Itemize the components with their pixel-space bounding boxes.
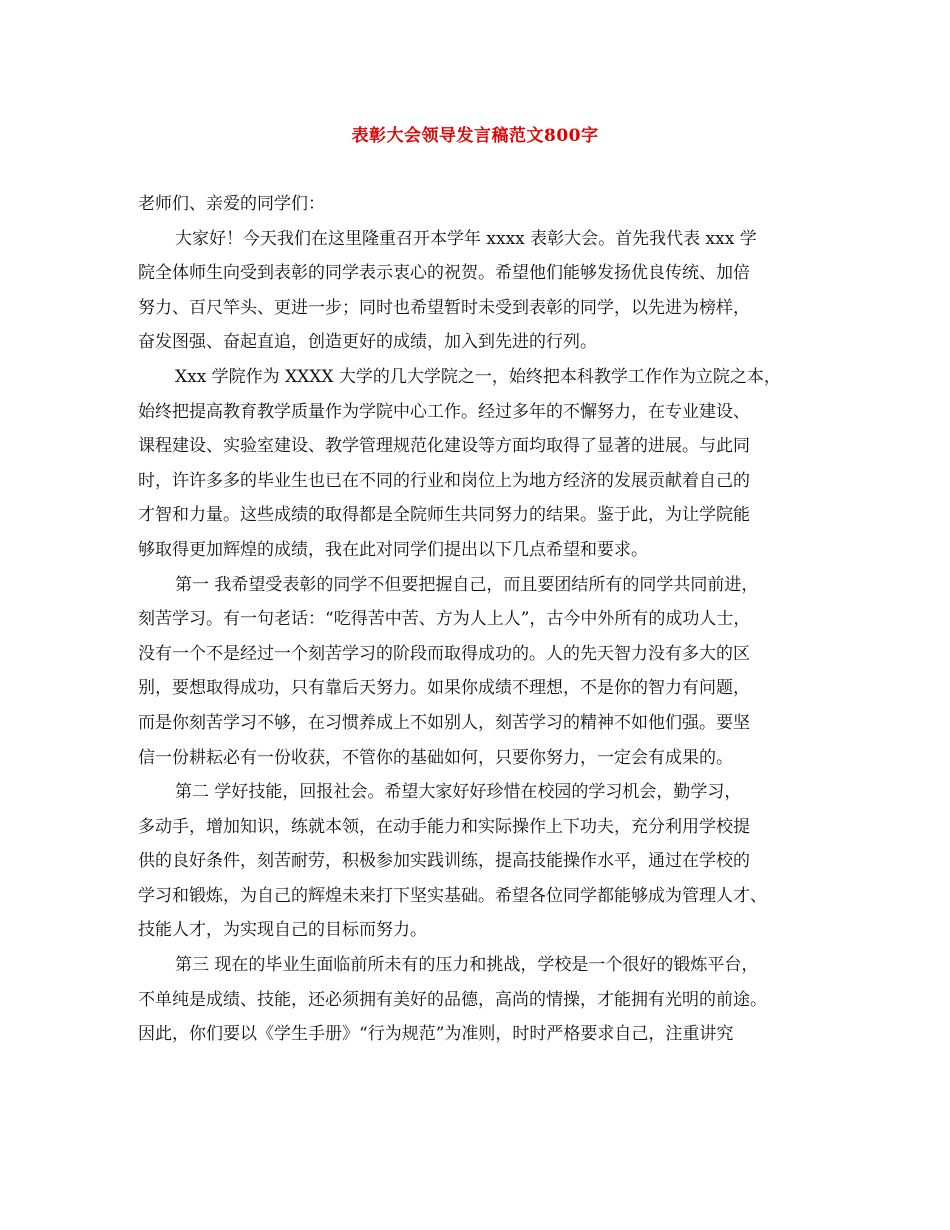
body-line: 而是你刻苦学习不够，在习惯养成上不如别人，刻苦学习的精神不如他们强。要坚 (138, 712, 750, 733)
body-line: 信一份耕耘必有一份收获，不管你的基础如何，只要你努力，一定会有成果的。 (138, 747, 733, 768)
body-line: 课程建设、实验室建设、教学管理规范化建设等方面均取得了显著的进展。与此同 (138, 436, 750, 457)
body-line: 才智和力量。这些成绩的取得都是全院师生共同努力的结果。鉴于此，为让学院能 (138, 505, 750, 526)
body-line: 始终把提高教育教学质量作为学院中心工作。经过多年的不懈努力，在专业建设、 (138, 401, 750, 422)
body-line: 技能人才，为实现自己的目标而努力。 (138, 920, 427, 941)
body-line: 因此，你们要以《学生手册》“行为规范”为准则，时时严格要求自己，注重讲究 (138, 1024, 734, 1045)
body-line: 院全体师生向受到表彰的同学表示衷心的祝贺。希望他们能够发扬优良传统、加倍 (138, 263, 750, 284)
body-line: 第一 我希望受表彰的同学不但要把握自己，而且要团结所有的同学共同前进， (175, 574, 759, 595)
body-line: Xxx 学院作为 XXXX 大学的几大学院之一，始终把本科教学工作作为立院之本， (175, 366, 781, 387)
body-line: 大家好！今天我们在这里隆重召开本学年 xxxx 表彰大会。首先我代表 xxx 学 (175, 228, 757, 249)
body-line: 第二 学好技能，回报社会。希望大家好好珍惜在校园的学习机会，勤学习， (175, 782, 742, 803)
body-line: 刻苦学习。有一句老话：“吃得苦中苦、方为人上人”，古今中外所有的成功人士， (138, 609, 751, 630)
body-line: 不单纯是成绩、技能，还必须拥有美好的品德，高尚的情操，才能拥有光明的前途。 (138, 989, 767, 1010)
body-line: 多动手，增加知识，练就本领，在动手能力和实际操作上下功夫，充分利用学校提 (138, 816, 750, 837)
body-line: 第三 现在的毕业生面临前所未有的压力和挑战，学校是一个很好的锻炼平台， (175, 955, 759, 976)
body-line: 供的良好条件，刻苦耐劳，积极参加实践训练，提高技能操作水平，通过在学校的 (138, 851, 750, 872)
document-title: 表彰大会领导发言稿范文800字 (351, 126, 599, 146)
body-line: 学习和锻炼，为自己的辉煌未来打下坚实基础。希望各位同学都能够成为管理人才、 (138, 885, 767, 906)
salutation-line: 老师们、亲爱的同学们： (138, 194, 325, 214)
body-line: 时，许许多多的毕业生也已在不同的行业和岗位上为地方经济的发展贡献着自己的 (138, 470, 750, 491)
body-line: 奋发图强、奋起直追，创造更好的成绩，加入到先进的行列。 (138, 332, 597, 353)
body-line: 够取得更加辉煌的成绩，我在此对同学们提出以下几点希望和要求。 (138, 539, 648, 560)
body-line: 没有一个不是经过一个刻苦学习的阶段而取得成功的。人的先天智力没有多大的区 (138, 643, 750, 664)
document-body (138, 187, 820, 1052)
body-line: 努力、百尺竿头、更进一步；同时也希望暂时未受到表彰的同学，以先进为榜样， (138, 297, 750, 318)
body-line: 别，要想取得成功，只有靠后天努力。如果你成绩不理想，不是你的智力有问题， (138, 678, 750, 699)
